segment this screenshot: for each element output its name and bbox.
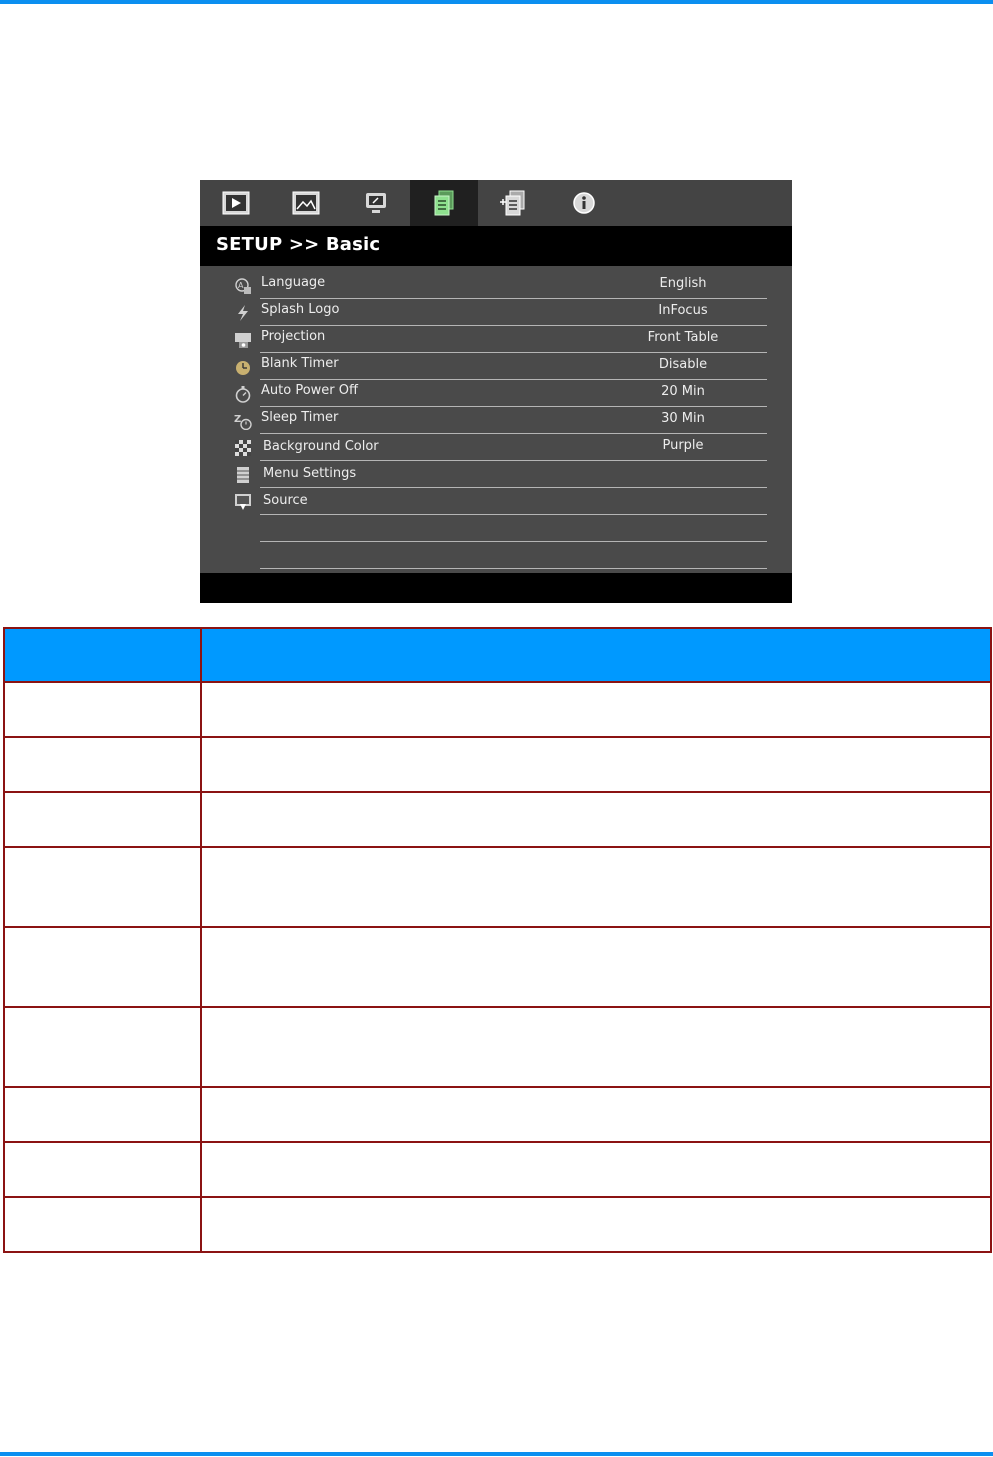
table-row [4,792,991,847]
sleep-timer-icon [234,412,252,430]
table-header-item [4,628,201,682]
timer-icon [234,358,252,376]
menu-item-splash-logo[interactable] [200,299,792,326]
tab-picture[interactable] [272,180,340,226]
tab-setup-advanced[interactable] [480,180,548,226]
lightning-icon [234,304,252,322]
menu-item-menu-settings[interactable] [200,461,792,488]
table-cell-description [201,847,991,927]
table-header-description [201,628,991,682]
tab-information[interactable] [550,180,618,226]
projection-icon [234,331,252,349]
table-cell-item [4,1087,201,1142]
menu-item-value: 30 Min [661,411,705,426]
table-cell-item [4,792,201,847]
checkerboard-icon [234,439,252,457]
language-icon [234,277,252,295]
menu-item-projection[interactable] [200,326,792,353]
table-cell-description [201,1007,991,1087]
tab-movie[interactable] [202,180,270,226]
menu-item-label: Sleep Timer [261,410,339,425]
table-cell-description [201,792,991,847]
menu-item-label: Source [263,493,308,508]
table-cell-description [201,737,991,792]
menu-item-value: Purple [662,438,704,453]
movie-play-icon [221,190,251,216]
table-cell-description [201,927,991,1007]
table-header-row [4,628,991,682]
bottom-rule [0,1452,993,1456]
svg-text:Z: Z [234,414,242,425]
menu-item-auto-power-off[interactable] [200,380,792,407]
row-divider [260,568,767,569]
osd-title-bar [200,226,792,266]
menu-item-empty [200,515,792,542]
menu-item-language[interactable] [200,272,792,299]
table-cell-description [201,1142,991,1197]
menu-item-sleep-timer[interactable] [200,407,792,434]
table-cell-item [4,737,201,792]
top-rule [0,0,993,4]
table-row [4,1087,991,1142]
menu-item-label: Auto Power Off [261,383,358,398]
menu-item-label: Language [261,275,326,290]
setup-basic-icon [429,188,459,218]
table-cell-item [4,1142,201,1197]
table-row [4,1197,991,1252]
display-icon [361,190,391,216]
table-cell-description [201,1087,991,1142]
menu-item-source[interactable] [200,488,792,515]
menu-item-value: Disable [658,357,708,372]
menu-item-label: Menu Settings [263,466,357,481]
table-cell-item [4,847,201,927]
table-row [4,927,991,1007]
table-cell-description [201,1197,991,1252]
stopwatch-icon [234,385,252,403]
menu-item-value: 20 Min [661,384,705,399]
table-cell-item [4,1197,201,1252]
table-cell-description [201,682,991,737]
menu-item-value: English [659,276,707,291]
table-cell-item [4,927,201,1007]
description-table [3,627,992,1253]
table-row [4,737,991,792]
description-table-wrapper [3,627,990,1269]
menu-item-label: Projection [261,329,326,344]
menu-item-background-color[interactable] [200,434,792,461]
table-row [4,1007,991,1087]
setup-advanced-icon [499,188,529,218]
tab-display[interactable] [342,180,410,226]
menu-item-empty [200,542,792,569]
table-cell-item [4,682,201,737]
info-icon [569,188,599,218]
menu-item-label: Background Color [263,439,379,454]
svg-text:A: A [238,281,244,290]
menu-item-label: Splash Logo [261,302,340,317]
osd-footer-bar [200,573,792,603]
menu-item-label: Blank Timer [261,356,339,371]
picture-icon [291,190,321,216]
osd-tab-bar [200,180,792,226]
table-row [4,847,991,927]
menu-item-value: Front Table [647,330,719,345]
source-icon [234,493,252,511]
menu-settings-icon [234,466,252,484]
osd-menu-screenshot [200,180,792,603]
tab-setup-basic[interactable] [410,180,478,226]
menu-item-value: InFocus [658,303,708,318]
table-cell-item [4,1007,201,1087]
menu-item-blank-timer[interactable] [200,353,792,380]
osd-title: SETUP >> Basic [216,234,381,255]
table-row [4,1142,991,1197]
table-row [4,682,991,737]
